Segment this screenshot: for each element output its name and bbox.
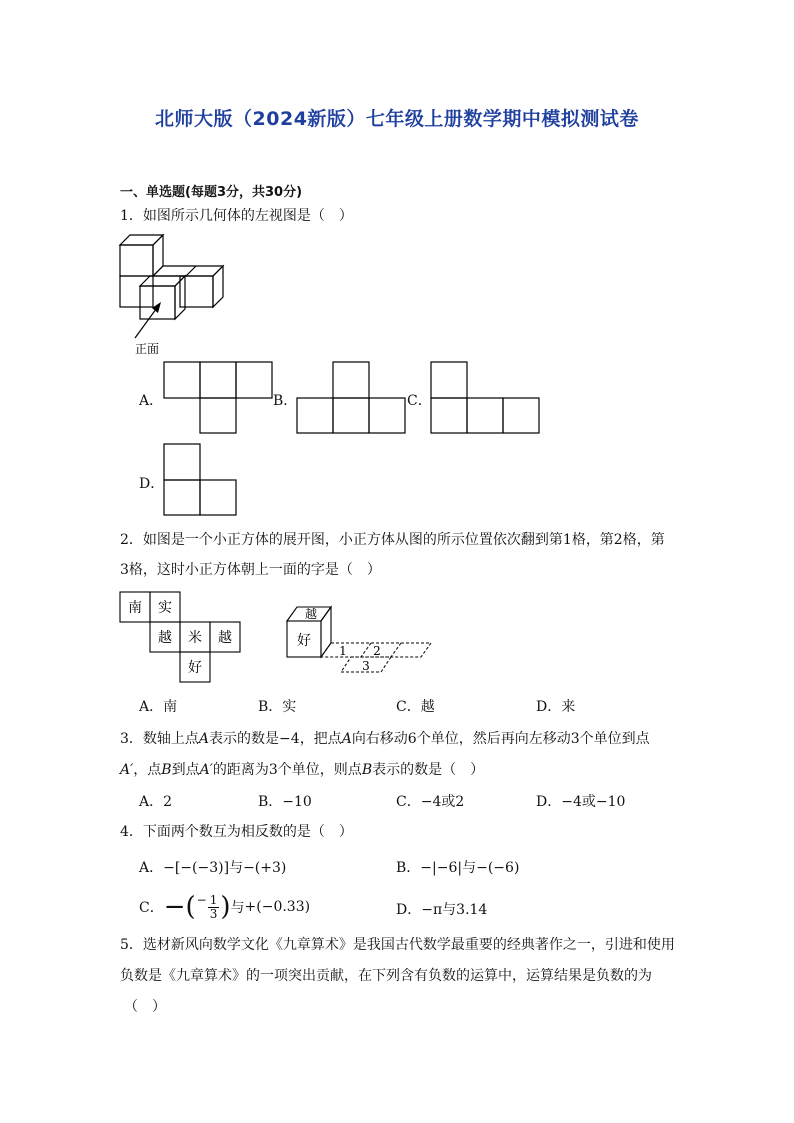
q1-option-a-label[interactable]: A． [139, 393, 164, 409]
question-5-line2: 负数是《九章算术》的一项突出贡献，在下列含有负数的运算中，运算结果是负数的为 [120, 968, 652, 984]
cube-front-face: 好 [297, 633, 311, 649]
grid-label-2: 2 [373, 644, 381, 658]
net-cell-nan: 南 [128, 600, 142, 616]
point-b: B [161, 762, 172, 778]
q1-option-c-figure[interactable] [430, 361, 542, 435]
question-4-stem: 4．下面两个数互为相反数的是（ ） [120, 824, 353, 840]
q2-cube-net [119, 591, 244, 683]
q2-cube-and-grid [283, 602, 435, 676]
q4-option-d[interactable]: D．−π与3.14 [396, 902, 488, 918]
fraction-denominator: 3 [209, 906, 218, 921]
net-cell-yue-1: 越 [158, 630, 172, 646]
q1-option-d-label[interactable]: D． [139, 476, 165, 492]
q1-option-b-figure[interactable] [296, 361, 408, 435]
q4-option-c[interactable]: C． −( − $\frac{1}{3}$ ) 与 +(−0.33) [139, 892, 311, 922]
question-2-stem-line1: 2．如图是一个小正方体的展开图，小正方体从图的所示位置依次翻到第1格，第2格，第 [120, 532, 665, 548]
q1-solid-figure [115, 232, 235, 360]
q2-option-c[interactable]: C．越 [396, 699, 435, 715]
front-label: 正面 [135, 342, 160, 356]
q3-option-c[interactable]: C．−4或2 [396, 794, 465, 810]
net-cell-yue-2: 越 [218, 630, 232, 646]
q4-option-b[interactable]: B．−|−6|与−(−6) [396, 860, 520, 876]
grid-label-1: 1 [339, 644, 347, 658]
q2-option-b[interactable]: B．实 [258, 699, 297, 715]
q1-option-b-label[interactable]: B． [273, 393, 298, 409]
page-title: 北师大版（2024新版）七年级上册数学期中模拟测试卷 [155, 108, 639, 130]
cube-top-face: 越 [304, 607, 318, 621]
q3-option-a[interactable]: A．2 [139, 794, 173, 810]
q1-option-a-figure[interactable] [163, 361, 275, 435]
net-cell-mi: 米 [188, 630, 202, 646]
fraction-numerator: 1 [209, 892, 218, 907]
section-heading: 一、单选题(每题3分，共30分) [120, 185, 303, 200]
question-5-line3: （ ） [124, 999, 166, 1015]
q4-option-a[interactable]: A．−[−(−3)]与−(+3) [139, 860, 287, 876]
question-1-stem: 1．如图所示几何体的左视图是（ ） [120, 208, 353, 224]
question-3-stem-line2: A′，点B到点A′的距离为3个单位，则点B表示的数是（ ） [120, 762, 485, 778]
q3-option-d[interactable]: D．−4或−10 [536, 794, 626, 810]
q1-option-d-figure[interactable] [163, 443, 241, 517]
question-2-stem-line2: 3格，这时小正方体朝上一面的字是（ ） [120, 562, 381, 578]
q2-option-d[interactable]: D．来 [536, 699, 576, 715]
point-a: A [198, 731, 210, 747]
net-cell-hao: 好 [188, 660, 202, 676]
q1-option-c-label[interactable]: C． [407, 393, 432, 409]
value-neg4: −4 [279, 731, 300, 747]
net-cell-shi: 实 [158, 600, 172, 616]
question-5-line1: 5．选材新风向数学文化《九章算术》是我国古代数学最重要的经典著作之一，引进和使用 [120, 937, 675, 953]
grid-label-3: 3 [362, 659, 370, 673]
point-a-prime: A′ [120, 762, 134, 778]
q3-option-b[interactable]: B．−10 [258, 794, 312, 810]
q2-option-a[interactable]: A．南 [139, 699, 178, 715]
question-3-stem-line1: 3．数轴上点A表示的数是−4，把点A向右移动6个单位，然后再向左移动3个单位到点 [120, 731, 650, 747]
